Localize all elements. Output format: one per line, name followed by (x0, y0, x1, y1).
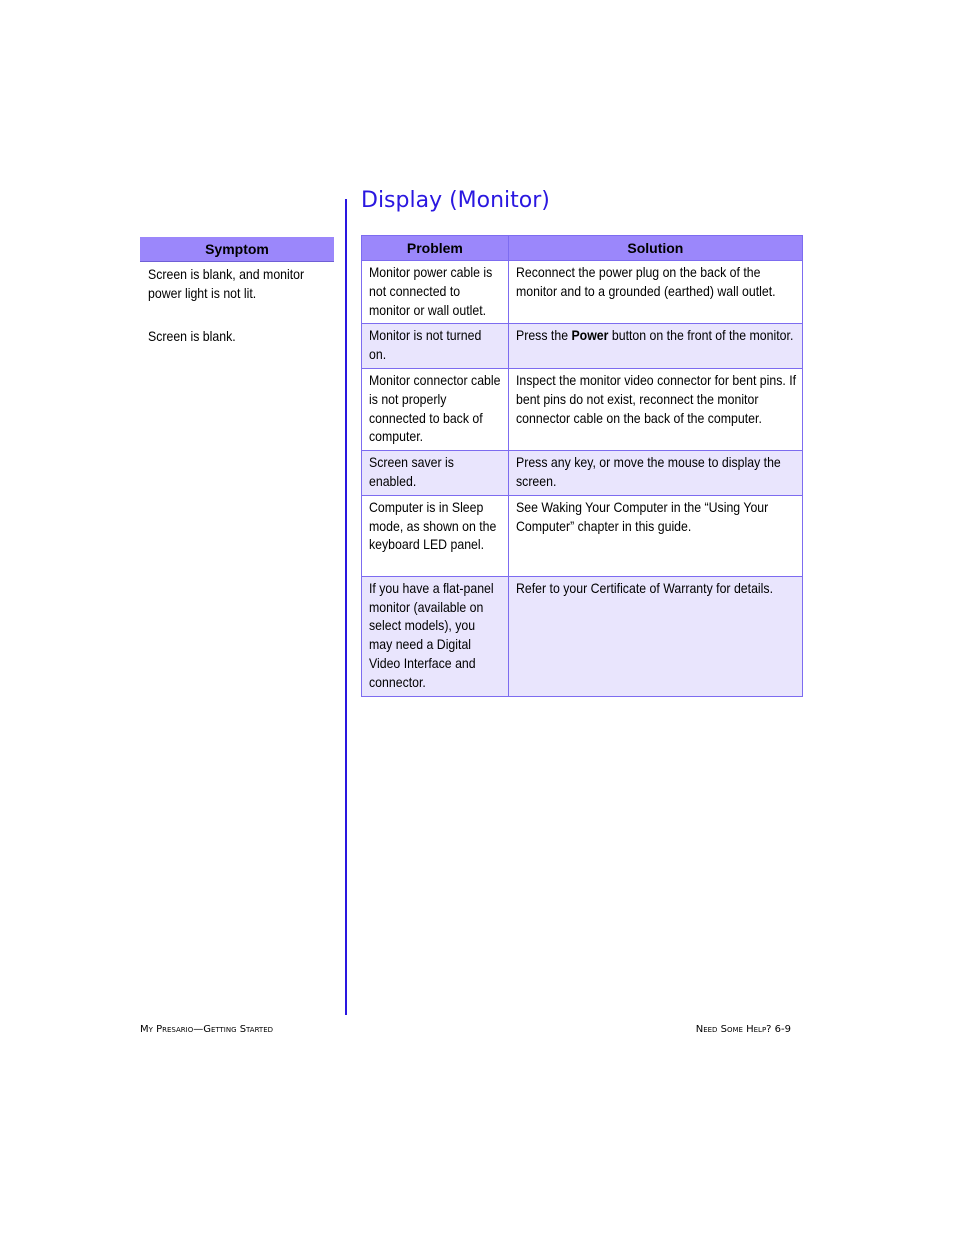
table-row (362, 368, 803, 450)
solution-header: Solution (508, 236, 802, 261)
footer-left: My Presario—Getting Started (140, 1024, 274, 1035)
solution-cell: See Waking Your Computer in the “Using Your Computer” chapter in this guide. (508, 495, 802, 576)
troubleshooting-table (361, 235, 803, 697)
table-row (362, 495, 803, 576)
problem-header: Problem (362, 236, 509, 261)
symptom-item: Screen is blank, and monitor power light is not lit. (148, 266, 305, 301)
problem-cell: If you have a flat-panel monitor (available on select models), you may need a Digital Video Interface and connector. (362, 576, 509, 696)
symptom-header: Symptom (140, 237, 334, 262)
page-title: Display (Monitor) (361, 188, 550, 213)
solution-cell: Press the Power button on the front of the monitor. (508, 324, 802, 369)
solution-cell: Inspect the monitor video connector for bent pins. If bent pins do not exist, reconnect the monitor connector cable on the back of the computer. (508, 368, 802, 450)
problem-cell: Monitor power cable is not connected to monitor or wall outlet. (362, 261, 509, 324)
table-row (362, 324, 803, 369)
problem-cell: Monitor connector cable is not properly connected to back of computer. (362, 368, 509, 450)
power-bold-text: Power (571, 327, 609, 344)
vertical-rule (345, 199, 347, 1015)
symptom-column (140, 237, 334, 344)
problem-cell: Screen saver is enabled. (362, 451, 509, 496)
footer-page-number: Need Some Help? 6-9 (695, 1024, 791, 1035)
table-row (362, 576, 803, 696)
solution-cell: Refer to your Certificate of Warranty for details. (508, 576, 802, 696)
table-header-row (362, 236, 803, 261)
problem-cell: Computer is in Sleep mode, as shown on the keyboard LED panel. (362, 495, 509, 576)
table-row (362, 261, 803, 324)
solution-cell: Reconnect the power plug on the back of the monitor and to a grounded (earthed) wall outlet. (508, 261, 802, 324)
table-row (362, 451, 803, 496)
problem-cell: Monitor is not turned on. (362, 324, 509, 369)
solution-cell: Press any key, or move the mouse to display the screen. (508, 451, 802, 496)
symptom-item: Screen is blank. (148, 328, 236, 344)
